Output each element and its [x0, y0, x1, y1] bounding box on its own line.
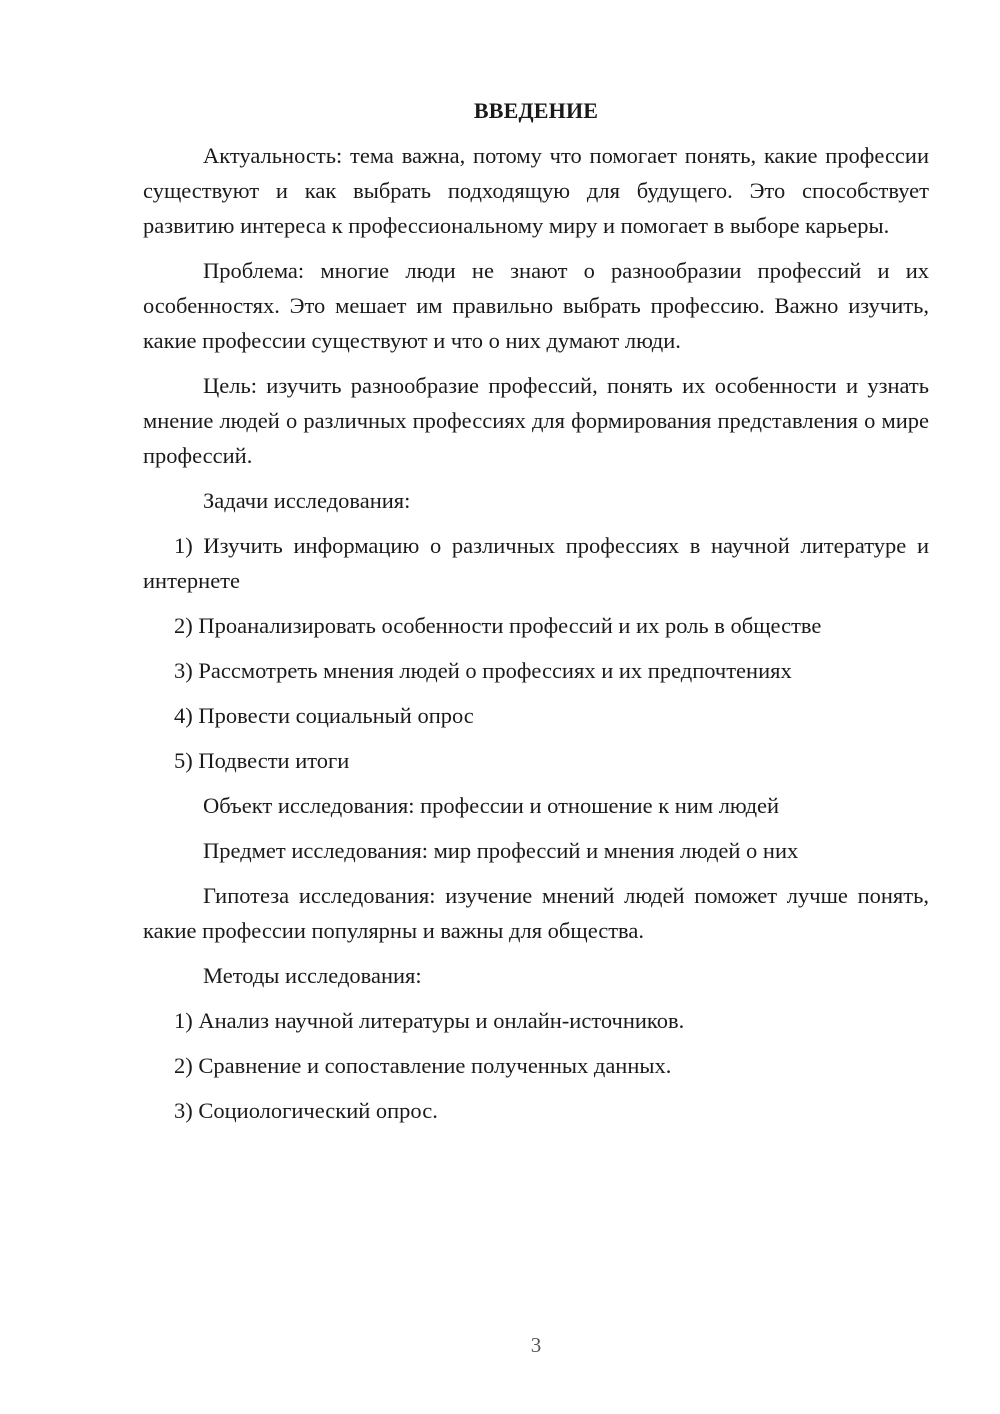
- hypothesis-paragraph: Гипотеза исследования: изучение мнений людей поможет лучше понять, какие профессии популярны и важны для общества.: [143, 883, 929, 943]
- method-item: 2) Сравнение и сопоставление полученных данных.: [174, 1053, 672, 1078]
- subject-paragraph: Предмет исследования: мир профессий и мнения людей о них: [203, 838, 799, 863]
- task-item: 5) Подвести итоги: [174, 748, 350, 773]
- method-item: 1) Анализ научной литературы и онлайн-источников.: [174, 1008, 685, 1033]
- task-item: 1) Изучить информацию о различных профессиях в научной литературе и интернете: [143, 533, 929, 593]
- task-item: 2) Проанализировать особенности профессий и их роль в обществе: [174, 613, 822, 638]
- methods-list: [143, 1003, 929, 1128]
- methods-heading: Методы исследования:: [203, 963, 422, 988]
- object-paragraph: Объект исследования: профессии и отношение к ним людей: [203, 793, 780, 818]
- tasks-heading: Задачи исследования:: [203, 488, 411, 513]
- tasks-list: [143, 528, 929, 778]
- method-item: 3) Социологический опрос.: [174, 1098, 438, 1123]
- problem-paragraph: Проблема: многие люди не знают о разнообразии профессий и их особенностях. Это мешает им правильно выбрать профессию. Важно изучить, какие профессии существуют и что о них думают люди.: [143, 258, 929, 353]
- document-page: [143, 93, 929, 1138]
- task-item: 3) Рассмотреть мнения людей о профессиях и их предпочтениях: [174, 658, 792, 683]
- goal-paragraph: Цель: изучить разнообразие профессий, понять их особенности и узнать мнение людей о различных профессиях для формирования представления о мире профессий.: [143, 373, 929, 468]
- page-number: 3: [530, 1333, 542, 1357]
- task-item: 4) Провести социальный опрос: [174, 703, 474, 728]
- section-title: ВВЕДЕНИЕ: [473, 98, 599, 123]
- relevance-paragraph: Актуальность: тема важна, потому что помогает понять, какие профессии существуют и как выбрать подходящую для будущего. Это способствует развитию интереса к профессиональному миру и помогает в выборе карьеры.: [143, 143, 929, 238]
